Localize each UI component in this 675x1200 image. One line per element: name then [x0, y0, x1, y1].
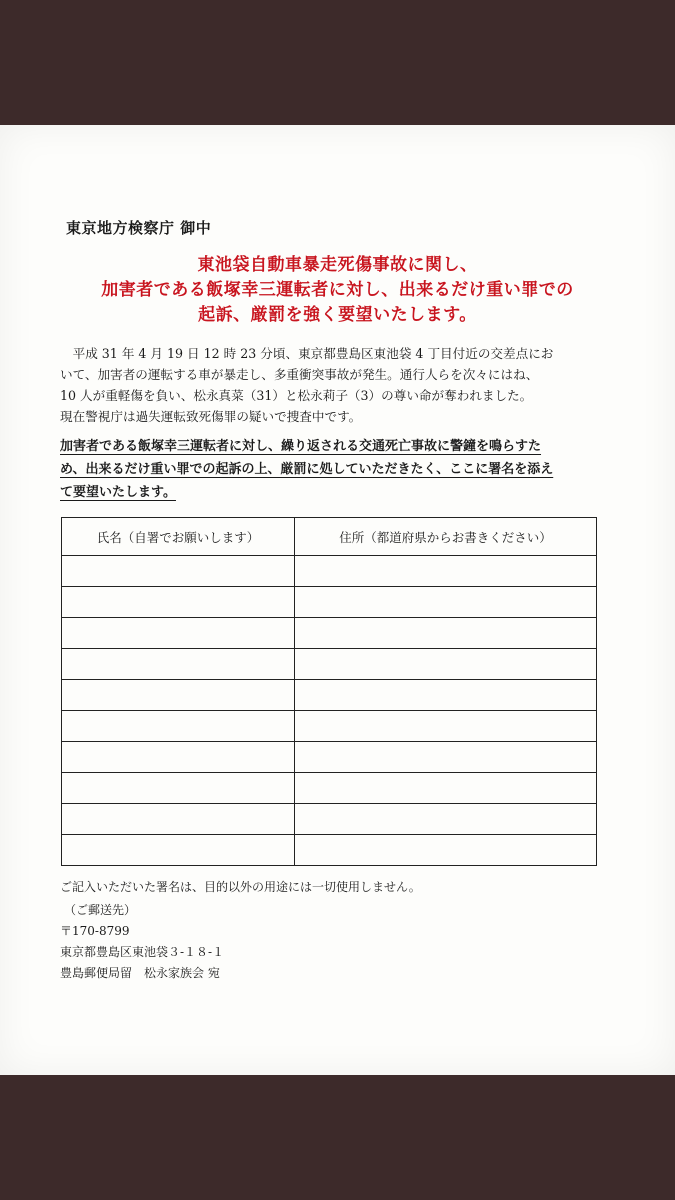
name-cell[interactable]: [62, 556, 295, 587]
address-cell[interactable]: [295, 556, 597, 587]
address-cell[interactable]: [295, 618, 597, 649]
table-row: [62, 835, 597, 866]
address-cell[interactable]: [295, 587, 597, 618]
table-row: [62, 587, 597, 618]
name-cell[interactable]: [62, 587, 295, 618]
name-cell[interactable]: [62, 680, 295, 711]
table-row: [62, 804, 597, 835]
request-line: 加害者である飯塚幸三運転者に対し、繰り返される交通死亡事故に警鐘を鳴らすた: [60, 439, 542, 454]
name-cell[interactable]: [62, 711, 295, 742]
request-line: め、出来るだけ重い罪での起訴の上、厳罰に処していただきたく、ここに署名を添え: [60, 462, 554, 477]
name-cell[interactable]: [62, 773, 295, 804]
address-cell[interactable]: [295, 649, 597, 680]
body-line: いて、加害者の運転する車が暴走し、多重衝突事故が発生。通行人らを次々にはね、: [60, 367, 539, 382]
address-cell[interactable]: [295, 680, 597, 711]
table-row: [62, 618, 597, 649]
headline: [0, 253, 675, 328]
table-row: [62, 680, 597, 711]
mail-label: （ご郵送先）: [64, 903, 137, 917]
name-cell[interactable]: [62, 649, 295, 680]
table-row: [62, 649, 597, 680]
addressee: 東京地方検察庁 御中: [66, 219, 212, 237]
name-column-header: 氏名（自署でお願いします）: [62, 518, 295, 556]
table-row: [62, 773, 597, 804]
address-column-header: 住所（都道府県からお書きください）: [295, 518, 597, 556]
request-statement: [60, 435, 620, 504]
privacy-note: ご記入いただいた署名は、目的以外の用途には一切使用しません。: [60, 880, 421, 894]
table-row: [62, 742, 597, 773]
incident-description: [60, 343, 620, 427]
name-cell[interactable]: [62, 835, 295, 866]
address-cell[interactable]: [295, 711, 597, 742]
postal-code: 〒170-8799: [60, 924, 130, 938]
footer: [60, 877, 421, 984]
body-line: 10 人が重軽傷を負い、松永真菜（31）と松永莉子（3）の尊い命が奪われました。: [60, 388, 533, 403]
name-cell[interactable]: [62, 804, 295, 835]
address-cell[interactable]: [295, 804, 597, 835]
mail-address: 東京都豊島区東池袋３-１８-１: [60, 945, 225, 959]
headline-line: 東池袋自動車暴走死傷事故に関し、: [197, 255, 478, 275]
table-row: [62, 556, 597, 587]
petition-sheet: [0, 125, 675, 1075]
address-cell[interactable]: [295, 835, 597, 866]
address-cell[interactable]: [295, 742, 597, 773]
headline-line: 加害者である飯塚幸三運転者に対し、出来るだけ重い罪での: [101, 280, 574, 300]
name-cell[interactable]: [62, 618, 295, 649]
table-header-row: [62, 518, 597, 556]
headline-line: 起訴、厳罰を強く要望いたします。: [198, 305, 477, 325]
request-line: て要望いたします。: [60, 485, 176, 500]
mail-recipient: 豊島郵便局留 松永家族会 宛: [60, 966, 220, 980]
name-cell[interactable]: [62, 742, 295, 773]
table-row: [62, 711, 597, 742]
body-line: 現在警視庁は過失運転致死傷罪の疑いで捜査中です。: [60, 409, 362, 424]
signature-table: [61, 517, 597, 866]
body-line: 平成 31 年 4 月 19 日 12 時 23 分頃、東京都豊島区東池袋 4 丁目付近の交差点にお: [60, 346, 554, 361]
address-cell[interactable]: [295, 773, 597, 804]
